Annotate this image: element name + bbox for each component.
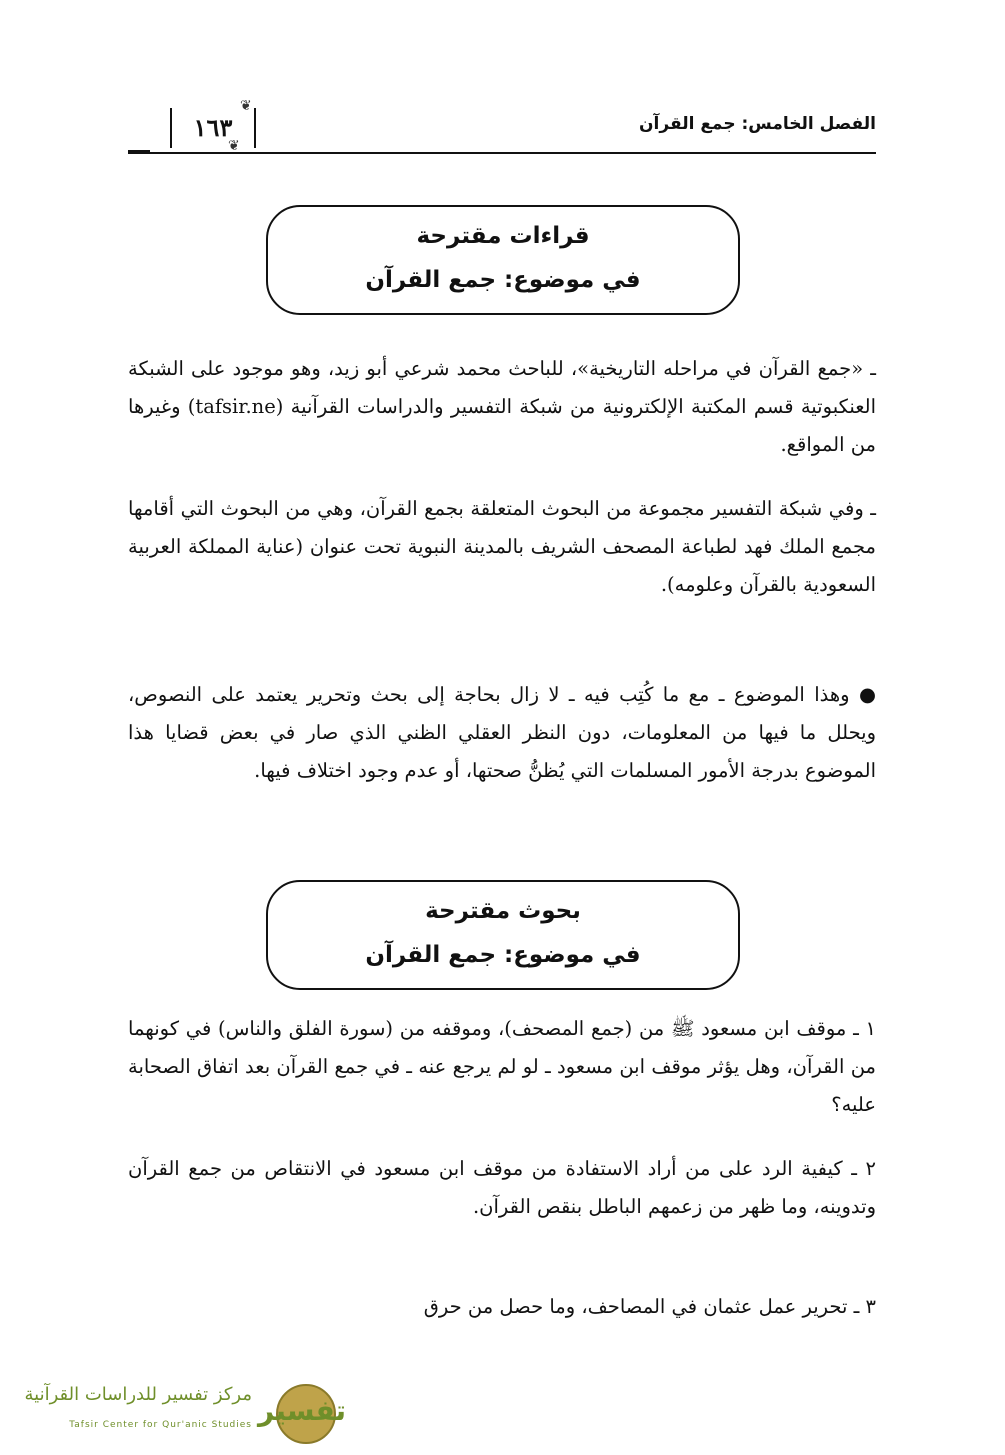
logo-word: تفسير (257, 1394, 346, 1427)
page-header (128, 96, 876, 156)
box-heading: قراءات مقترحة (416, 223, 590, 249)
research-item: ١ ـ موقف ابن مسعود ﷺ من (جمع المصحف)، وموقفه من (سورة الفلق والناس) في كونهما من القرآن، وهل يؤثر موقف ابن مسعود ـ لو لم يرجع عنه ـ في جمع القرآن بعد اتفاق الصحابة عليه؟ (128, 1017, 876, 1116)
research-item: ٢ ـ كيفية الرد على من أراد الاستفادة من موقف ابن مسعود في الانتقاص من جمع القرآن وتدوينه، وما ظهر من زعمهم الباطل بنقص القرآن. (128, 1157, 876, 1218)
header-dash (128, 150, 150, 152)
logo-center-name-en: Tafsir Center for Qur'anic Studies (69, 1420, 252, 1430)
page-number: ١٦٣ (193, 113, 233, 142)
box-heading: بحوث مقترحة (425, 898, 581, 924)
box-subheading: في موضوع: جمع القرآن (365, 267, 641, 293)
center-logo (12, 1380, 352, 1444)
paragraph: ـ «جمع القرآن في مراحله التاريخية»، للباحث محمد شرعي أبو زيد، وهو موجود على الشبكة العنكبوتية قسم المكتبة الإلكترونية من شبكة التفسير والدراسات القرآنية (tafsir.ne) وغيرها من المواقع. (128, 357, 876, 456)
research-item: ٣ ـ تحرير عمل عثمان في المصاحف، وما حصل من حرق (423, 1295, 876, 1318)
page-number-box (170, 108, 256, 148)
suggested-readings-box (266, 205, 740, 315)
chapter-title: الفصل الخامس: جمع القرآن (639, 114, 876, 134)
flourish-icon: ❦ (240, 98, 252, 114)
logo-center-name: مركز تفسير للدراسات القرآنية (24, 1384, 252, 1405)
paragraph: ـ وفي شبكة التفسير مجموعة من البحوث المتعلقة بجمع القرآن، وهي من البحوث التي أقامها مجمع الملك فهد لطباعة المصحف الشريف بالمدينة النبوية تحت عنوان (عناية المملكة العربية السعودية بالقرآن وعلومه). (128, 497, 876, 596)
suggested-research-box (266, 880, 740, 990)
header-rule (128, 152, 876, 154)
paragraph: ● وهذا الموضوع ـ مع ما كُتِب فيه ـ لا زال بحاجة إلى بحث وتحرير يعتمد على النصوص، ويحلل ما فيها من المعلومات، دون النظر العقلي الظني الذي صار في بعض قضايا هذا الموضوع بدرجة الأمور المسلمات التي يُظنُّ صحتها، أو عدم وجود اختلاف فيها. (128, 683, 876, 782)
flourish-icon: ❦ (228, 138, 240, 154)
box-subheading: في موضوع: جمع القرآن (365, 942, 641, 968)
